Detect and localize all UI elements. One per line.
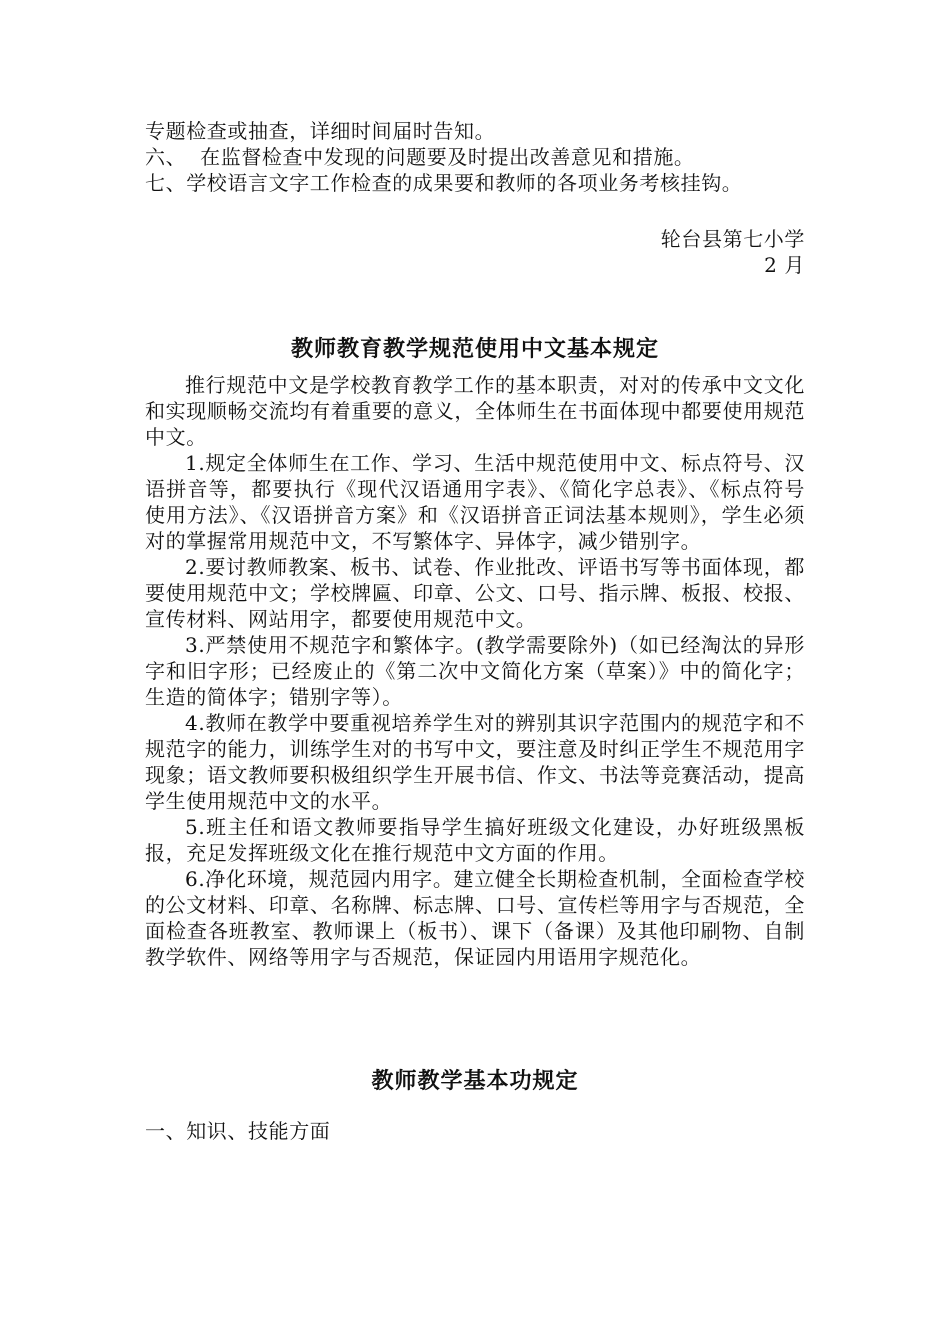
section-title-teaching-skills: 教师教学基本功规定 bbox=[371, 1068, 579, 1094]
signature-block bbox=[145, 226, 805, 278]
rule-paragraph-3: 3.严禁使用不规范字和繁体字。(教学需要除外)（如已经淘汰的异形字和旧字形；已经废止的《第二次中文简化方案（草案）》中的简化字；生造的简体字；错别字等）。 bbox=[145, 633, 805, 709]
school-signature: 轮台县第七小学 bbox=[660, 227, 805, 251]
skills-first-heading: 一、知识、技能方面 bbox=[145, 1119, 331, 1143]
rules-intro-paragraph: 推行规范中文是学校教育教学工作的基本职责，对对的传承中文文化和实现顺畅交流均有着重要的意义，全体师生在书面体现中都要使用规范中文。 bbox=[145, 373, 805, 449]
document-page bbox=[145, 118, 805, 1144]
rule-paragraph-6: 6.净化环境，规范园内用字。建立健全长期检查机制，全面检查学校的公文材料、印章、名称牌、标志牌、口号、宣传栏等用字与否规范，全面检查各班教室、教师课上（板书）、课下（备课）及其他印刷物、自制教学软件、网络等用字与否规范，保证园内用语用字规范化。 bbox=[145, 867, 805, 969]
inspection-items bbox=[145, 118, 805, 196]
section-title-chinese-usage: 教师教育教学规范使用中文基本规定 bbox=[290, 336, 659, 362]
inspection-item-seven: 七、学校语言文字工作检查的成果要和教师的各项业务考核挂钩。 bbox=[145, 171, 743, 195]
signature-date: 2 月 bbox=[764, 253, 805, 277]
inspection-item-six: 六、 在监督检查中发现的问题要及时提出改善意见和措施。 bbox=[145, 145, 695, 169]
rule-paragraph-1: 1.规定全体师生在工作、学习、生活中规范使用中文、标点符号、汉语拼音等，都要执行《现代汉语通用字表》、《简化字总表》、《标点符号使用方法》、《汉语拼音方案》和《汉语拼音正词法基本规则》，学生必须对的掌握常用规范中文，不写繁体字、异体字，减少错别字。 bbox=[145, 451, 805, 553]
rule-paragraph-4: 4.教师在教学中要重视培养学生对的辨别其识字范围内的规范字和不规范字的能力，训练学生对的书写中文，要注意及时纠正学生不规范用字现象；语文教师要积极组织学生开展书信、作文、书法等竞赛活动，提高学生使用规范中文的水平。 bbox=[145, 711, 805, 813]
inspection-line: 专题检查或抽查，详细时间届时告知。 bbox=[145, 119, 496, 143]
rule-paragraph-5: 5.班主任和语文教师要指导学生搞好班级文化建设，办好班级黑板报，充足发挥班级文化在推行规范中文方面的作用。 bbox=[145, 815, 805, 865]
rule-paragraph-2: 2.要讨教师教案、板书、试卷、作业批改、评语书写等书面体现，都要使用规范中文；学校牌匾、印章、公文、口号、指示牌、板报、校报、宣传材料、网站用字，都要使用规范中文。 bbox=[145, 555, 805, 631]
chinese-usage-rules bbox=[145, 372, 805, 970]
